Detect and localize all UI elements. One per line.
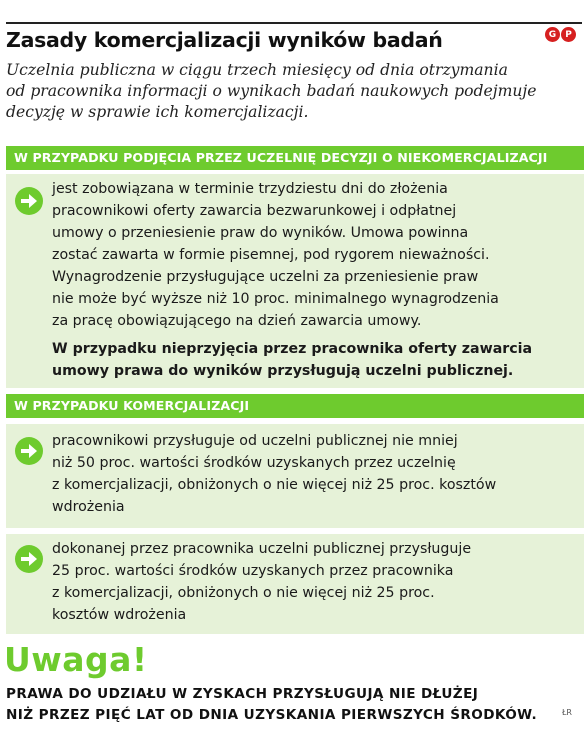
intro-text xyxy=(6,60,566,123)
footer-line: PRAWA DO UDZIAŁU W ZYSKACH PRZYSŁUGUJĄ NIE DŁUŻEJ xyxy=(6,686,479,702)
text-line: pracownikowi przysługuje od uczelni publicznej nie mniej xyxy=(52,433,458,449)
text-line: jest zobowiązana w terminie trzydziestu dni do złożenia xyxy=(52,181,448,197)
text-line: 25 proc. wartości środków uzyskanych przez pracownika xyxy=(52,563,454,579)
text-line: dokonanej przez pracownika uczelni publicznej przysługuje xyxy=(52,541,472,557)
intro-line: od pracownika informacji o wynikach badań naukowych podejmuje xyxy=(6,82,537,100)
bold-text-line: umowy prawa do wyników przysługują uczelni publicznej. xyxy=(52,363,514,379)
text-line: wdrożenia xyxy=(52,499,125,515)
section-box-niekomercjalizacja xyxy=(6,174,584,388)
arrow-right-circle-icon xyxy=(14,436,44,466)
logo-letter-2: P xyxy=(561,27,576,42)
bold-text-line: W przypadku nieprzyjęcia przez pracownika oferty zawarcia xyxy=(52,341,533,357)
footer-note xyxy=(6,684,537,726)
text-line: z komercjalizacji, obniżonych o nie więcej niż 25 proc. kosztów xyxy=(52,477,497,493)
footer-line: NIŻ PRZEZ PIĘĆ LAT OD DNIA UZYSKANIA PIERWSZYCH ŚRODKÓW. xyxy=(6,707,538,723)
text-line: kosztów wdrożenia xyxy=(52,607,187,623)
text-line: zostać zawarta w formie pisemnej, pod rygorem nieważności. xyxy=(52,247,490,263)
arrow-right-circle-icon xyxy=(14,544,44,574)
text-line: nie może być wyższe niż 10 proc. minimalnego wynagrodzenia xyxy=(52,291,499,307)
section-box-item1 xyxy=(6,424,584,528)
text-line: umowy o przeniesienie praw do wyników. Umowa powinna xyxy=(52,225,469,241)
section-heading-niekomercjalizacja: W PRZYPADKU PODJĘCIA PRZEZ UCZELNIĘ DECYZJI O NIEKOMERCJALIZACJI xyxy=(6,146,584,170)
section-heading-komercjalizacja: W PRZYPADKU KOMERCJALIZACJI xyxy=(6,394,584,418)
text-line: Wynagrodzenie przysługujące uczelni za przeniesienie praw xyxy=(52,269,479,285)
text-line: pracownikowi oferty zawarcia bezwarunkowej i odpłatnej xyxy=(52,203,457,219)
page-title: Zasady komercjalizacji wyników badań xyxy=(6,28,443,52)
intro-line: Uczelnia publiczna w ciągu trzech miesięcy od dnia otrzymania xyxy=(6,61,508,79)
text-line: niż 50 proc. wartości środków uzyskanych przez uczelnię xyxy=(52,455,456,471)
header-rule xyxy=(6,22,582,26)
text-line: z komercjalizacji, obniżonych o nie więcej niż 25 proc. xyxy=(52,585,435,601)
arrow-right-circle-icon xyxy=(14,186,44,216)
section-text xyxy=(52,178,572,382)
section-text xyxy=(52,538,572,626)
logo-letter-1: G xyxy=(545,27,560,42)
section-box-item2 xyxy=(6,534,584,634)
text-line: za pracę obowiązującego na dzień zawarcia umowy. xyxy=(52,313,422,329)
author-credit: ŁR xyxy=(561,708,572,717)
publisher-logo xyxy=(545,27,576,42)
uwaga-heading: Uwaga! xyxy=(4,640,148,679)
section-text xyxy=(52,430,572,518)
intro-line: decyzję w sprawie ich komercjalizacji. xyxy=(6,103,309,121)
